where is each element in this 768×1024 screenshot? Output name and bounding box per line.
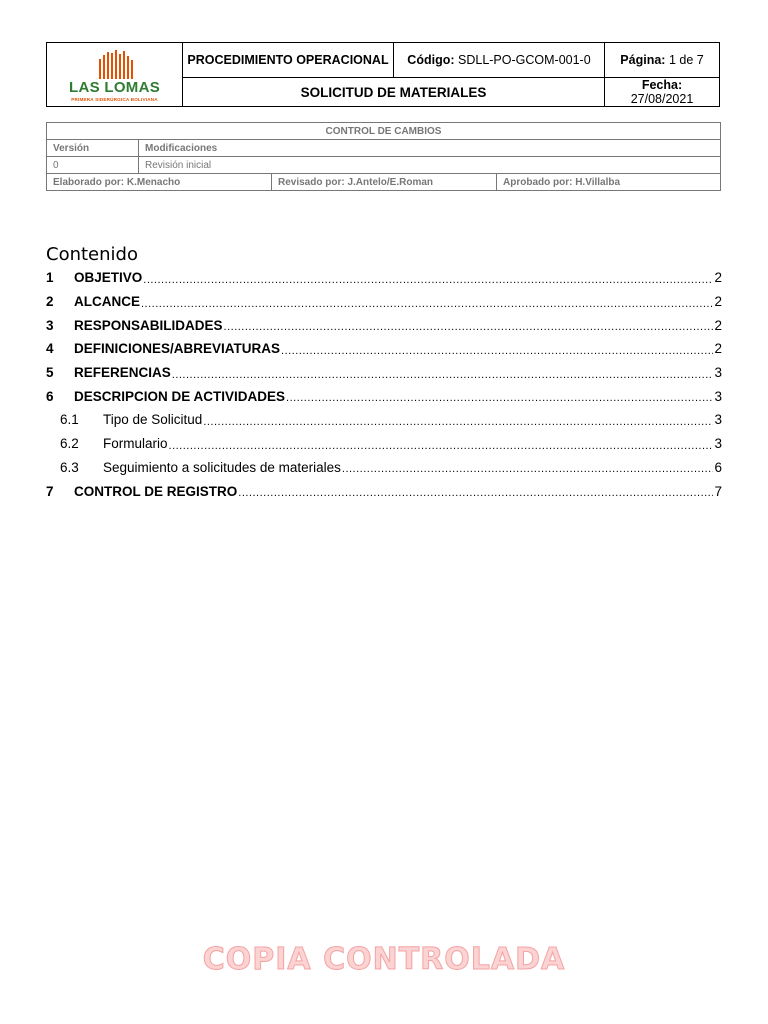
toc-leader xyxy=(143,274,713,286)
changes-header: Modificaciones xyxy=(139,140,721,157)
toc-page: 7 xyxy=(714,483,722,499)
toc-entry[interactable] xyxy=(46,266,722,290)
toc-label: OBJETIVO xyxy=(74,270,143,286)
toc-label: CONTROL DE REGISTRO xyxy=(74,483,238,499)
toc-label: Tipo de Solicitud xyxy=(103,412,203,428)
procedure-type: PROCEDIMIENTO OPERACIONAL xyxy=(183,43,394,78)
toc-label: DEFINICIONES/ABREVIATURAS xyxy=(74,341,281,357)
logo-bars-icon xyxy=(55,45,175,81)
toc-label: Formulario xyxy=(103,436,168,452)
toc-page: 2 xyxy=(714,270,722,286)
las-lomas-logo xyxy=(55,45,175,105)
toc-number: 7 xyxy=(46,483,54,499)
toc-number: 6.2 xyxy=(60,436,79,452)
toc-label: Seguimiento a solicitudes de materiales xyxy=(103,459,341,475)
toc-leader xyxy=(281,345,713,357)
toc-subentry[interactable] xyxy=(46,432,722,456)
toc-subentry[interactable] xyxy=(46,408,722,432)
toc-label: DESCRIPCION DE ACTIVIDADES xyxy=(74,388,286,404)
toc-page: 2 xyxy=(714,341,722,357)
toc-leader xyxy=(238,487,713,499)
toc-entry[interactable] xyxy=(46,361,722,385)
toc-subentry[interactable] xyxy=(46,456,722,480)
toc-entry[interactable] xyxy=(46,337,722,361)
toc-leader xyxy=(203,416,713,428)
toc-page: 6 xyxy=(714,459,722,475)
table-of-contents xyxy=(46,266,722,503)
logo-cell xyxy=(47,43,183,107)
page-label: Página: xyxy=(620,53,666,67)
toc-page: 2 xyxy=(714,317,722,333)
logo-name: LAS LOMAS xyxy=(68,78,161,96)
toc-page: 3 xyxy=(714,412,722,428)
toc-leader xyxy=(172,369,714,381)
table-row xyxy=(47,157,721,174)
toc-number: 2 xyxy=(46,294,54,310)
document-date xyxy=(605,78,720,107)
toc-entry[interactable] xyxy=(46,290,722,314)
toc-page: 2 xyxy=(714,294,722,310)
toc-label: RESPONSABILIDADES xyxy=(74,317,223,333)
date-label: Fecha: xyxy=(641,78,683,92)
reviewed-by: Revisado por: J.Antelo/E.Roman xyxy=(272,174,497,191)
approved-by: Aprobado por: H.Villalba xyxy=(497,174,721,191)
toc-leader xyxy=(169,440,714,452)
toc-page: 3 xyxy=(714,365,722,381)
code-value: SDLL-PO-GCOM-001-0 xyxy=(458,53,591,67)
toc-number: 1 xyxy=(46,270,54,286)
page-value: 1 de 7 xyxy=(668,53,704,67)
toc-number: 6 xyxy=(46,388,54,404)
change-control-table xyxy=(46,122,721,191)
page-number xyxy=(605,43,720,78)
code-label: Código: xyxy=(407,53,455,67)
toc-page: 3 xyxy=(714,388,722,404)
toc-label: ALCANCE xyxy=(74,294,140,310)
toc-page: 3 xyxy=(714,436,722,452)
toc-leader xyxy=(141,298,713,310)
version-header: Versión xyxy=(47,140,139,157)
document-code xyxy=(394,43,605,78)
document-title: SOLICITUD DE MATERIALES xyxy=(183,78,605,107)
prepared-by: Elaborado por: K.Menacho xyxy=(47,174,272,191)
toc-number: 4 xyxy=(46,341,54,357)
toc-number: 6.1 xyxy=(60,412,79,428)
toc-entry[interactable] xyxy=(46,313,722,337)
change-control-title: CONTROL DE CAMBIOS xyxy=(47,123,721,140)
toc-entry[interactable] xyxy=(46,479,722,503)
toc-number: 3 xyxy=(46,317,54,333)
toc-entry[interactable] xyxy=(46,384,722,408)
toc-heading: Contenido xyxy=(46,244,138,265)
toc-number: 6.3 xyxy=(60,459,79,475)
document-header xyxy=(46,42,720,107)
version-cell: 0 xyxy=(47,157,139,174)
toc-leader xyxy=(224,321,714,333)
date-value: 27/08/2021 xyxy=(630,92,694,106)
logo-tagline: PRIMERA SIDERÚRGICA BOLIVIANA xyxy=(71,96,158,102)
toc-number: 5 xyxy=(46,365,54,381)
toc-leader xyxy=(286,392,713,404)
toc-leader xyxy=(342,463,714,475)
toc-label: REFERENCIAS xyxy=(74,365,171,381)
change-cell: Revisión inicial xyxy=(139,157,721,174)
controlled-copy-watermark: COPIA CONTROLADA xyxy=(202,942,566,977)
